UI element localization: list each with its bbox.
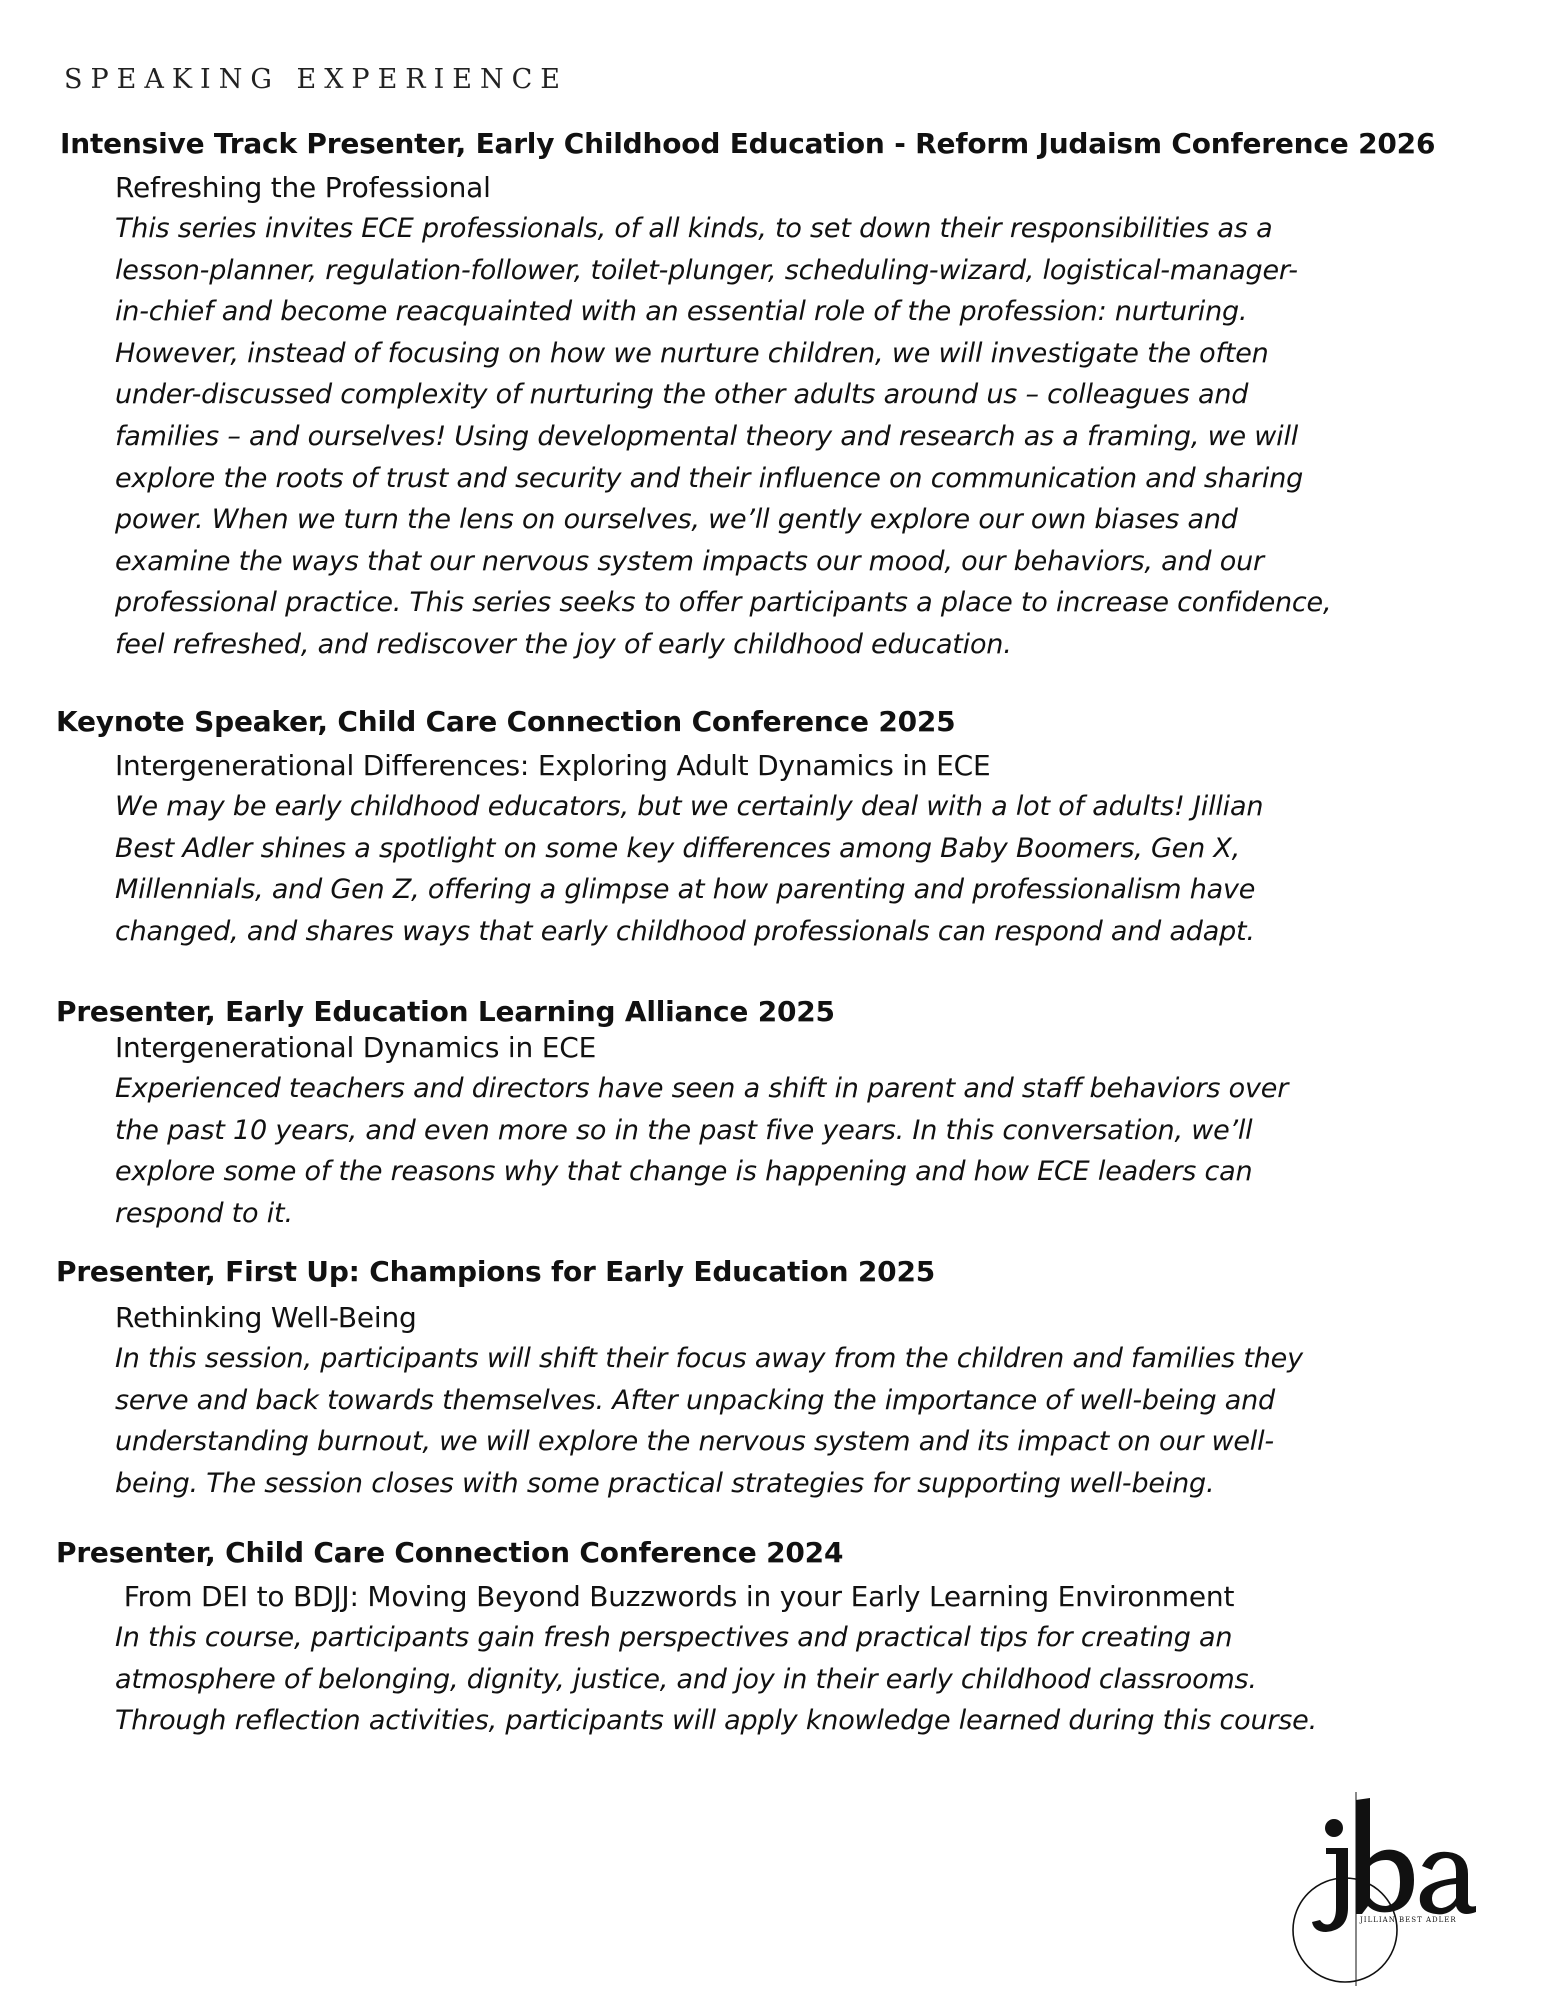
entry-heading: Keynote Speaker, Child Care Connection Conference 2025 [56,705,956,738]
experience-entry-eela-2025 [56,992,1496,1234]
description-line: lesson-planner, regulation-follower, toilet-plunger, scheduling-wizard, logistical-manager- [115,254,1298,286]
description-line: explore some of the reasons why that change is happening and how ECE leaders can [115,1156,1253,1188]
entry-session-title: Refreshing the Professional [115,171,491,204]
entry-description [115,1338,1545,1504]
jba-logo [1290,1790,1490,1990]
description-line: Experienced teachers and directors have seen a shift in parent and staff behaviors over [115,1073,1289,1104]
entry-description [115,1617,1545,1742]
logo-name: JILLIAN BEST ADLER [1360,1916,1457,1924]
experience-entry-keynote-2025 [56,702,1496,952]
page-title: SPEAKING EXPERIENCE [64,64,568,95]
description-line: under-discussed complexity of nurturing the other adults around us – colleagues and [115,379,1249,411]
entry-heading: Presenter, First Up: Champions for Early Education 2025 [56,1255,936,1288]
entry-description [115,786,1545,952]
description-line: In this course, participants gain fresh perspectives and practical tips for creating an [115,1622,1233,1653]
description-line: being. The session closes with some practical strategies for supporting well-being. [115,1467,1215,1499]
entry-session-title: From DEI to BDJJ: Moving Beyond Buzzwords in your Early Learning Environment [115,1580,1235,1613]
entry-session-title: Intergenerational Differences: Exploring Adult Dynamics in ECE [115,749,991,782]
entry-heading: Presenter, Child Care Connection Conference 2024 [56,1536,844,1569]
description-line: Through reflection activities, participants will apply knowledge learned during this course. [115,1705,1317,1737]
entry-session-title: Intergenerational Dynamics in ECE [115,1031,597,1064]
description-line: professional practice. This series seeks to offer participants a place to increase confidence, [115,587,1332,619]
description-line: We may be early childhood educators, but we certainly deal with a lot of adults! Jillian [115,791,1264,822]
description-line: atmosphere of belonging, dignity, justice, and joy in their early childhood classrooms. [115,1663,1257,1695]
description-line: feel refreshed, and rediscover the joy of early childhood education. [115,628,1012,660]
entry-heading: Presenter, Early Education Learning Alliance 2025 [56,995,835,1028]
description-line: understanding burnout, we will explore the nervous system and its impact on our well- [115,1426,1274,1458]
experience-entry-ccc-2024 [56,1533,1496,1742]
experience-entry-first-up-2025 [56,1252,1496,1504]
description-line: families – and ourselves! Using developmental theory and research as a framing, we will [115,420,1299,452]
description-line: In this session, participants will shift their focus away from the children and families they [115,1343,1303,1374]
entry-description [115,208,1545,666]
jba-monogram-icon [1290,1790,1490,1990]
description-line: in-chief and become reacquainted with an essential role of the profession: nurturing. [115,296,1248,328]
entry-description [115,1068,1545,1234]
description-line: serve and back towards themselves. After unpacking the importance of well-being and [115,1384,1275,1416]
description-line: changed, and shares ways that early childhood professionals can respond and adapt. [115,915,1255,947]
experience-entry-reform-judaism [60,124,1500,666]
description-line: examine the ways that our nervous system impacts our mood, our behaviors, and our [115,545,1264,577]
description-line: explore the roots of trust and security and their influence on communication and sharing [115,462,1304,494]
description-line: respond to it. [115,1197,293,1229]
description-line: This series invites ECE professionals, of all kinds, to set down their responsibilities as a [115,213,1273,244]
entry-heading: Intensive Track Presenter, Early Childhood Education - Reform Judaism Conference 2026 [60,127,1436,160]
description-line: However, instead of focusing on how we nurture children, we will investigate the often [115,337,1269,369]
description-line: Millennials, and Gen Z, offering a glimpse at how parenting and professionalism have [115,874,1256,906]
description-line: power. When we turn the lens on ourselves, we’ll gently explore our own biases and [115,504,1238,536]
description-line: the past 10 years, and even more so in the past five years. In this conversation, we’ll [115,1114,1253,1146]
description-line: Best Adler shines a spotlight on some key differences among Baby Boomers, Gen X, [115,832,1241,864]
entry-session-title: Rethinking Well-Being [115,1301,417,1334]
